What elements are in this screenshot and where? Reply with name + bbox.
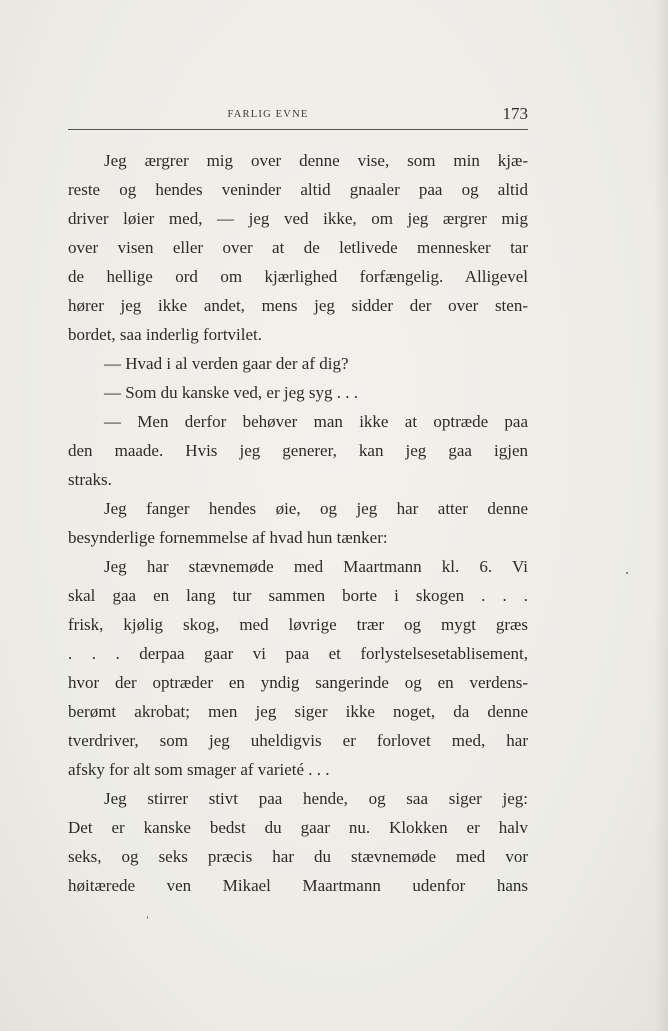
text-line: Det er kanske bedst du gaar nu. Klokken er halv bbox=[68, 818, 528, 837]
text-line: hører jeg ikke andet, mens jeg sidder der over sten- bbox=[68, 296, 528, 315]
body-text bbox=[68, 146, 528, 900]
text-line: frisk, kjølig skog, med løvrige trær og mygt græs bbox=[68, 615, 528, 634]
paper-speck bbox=[147, 916, 148, 919]
text-line: — Men derfor behøver man ikke at optræde paa bbox=[104, 412, 528, 431]
text-line: over visen eller over at de letlivede mennesker tar bbox=[68, 238, 528, 257]
running-title: FARLIG EVNE bbox=[227, 109, 309, 120]
text-line: straks. bbox=[68, 470, 112, 489]
text-line: bordet, saa inderlig fortvilet. bbox=[68, 325, 263, 344]
text-line: reste og hendes veninder altid gnaaler paa og altid bbox=[68, 180, 528, 199]
text-line: afsky for alt som smager af varieté . . . bbox=[68, 760, 330, 779]
text-line: driver løier med, — jeg ved ikke, om jeg ærgrer mig bbox=[68, 209, 528, 228]
text-line: . . . derpaa gaar vi paa et forlystelsesetablisement, bbox=[68, 644, 528, 663]
text-line: tverdriver, som jeg uheldigvis er forlovet med, har bbox=[68, 731, 528, 750]
page-number: 173 bbox=[502, 104, 528, 123]
text-line: Jeg fanger hendes øie, og jeg har atter denne bbox=[104, 499, 528, 518]
page-edge-shadow bbox=[654, 0, 668, 1031]
text-line: Jeg har stævnemøde med Maartmann kl. 6. Vi bbox=[104, 557, 528, 576]
text-line: — Hvad i al verden gaar der af dig? bbox=[104, 354, 349, 373]
text-line: den maade. Hvis jeg generer, kan jeg gaa igjen bbox=[68, 441, 528, 460]
text-line: høitærede ven Mikael Maartmann udenfor hans bbox=[68, 876, 528, 895]
text-line: — Som du kanske ved, er jeg syg . . . bbox=[104, 383, 359, 402]
running-head bbox=[68, 104, 528, 128]
text-line: hvor der optræder en yndig sangerinde og en verdens- bbox=[68, 673, 528, 692]
text-line: seks, og seks præcis har du stævnemøde med vor bbox=[68, 847, 528, 866]
text-line: skal gaa en lang tur sammen borte i skogen . . . bbox=[68, 586, 528, 605]
header-rule bbox=[68, 129, 528, 130]
text-line: besynderlige fornemmelse af hvad hun tænker: bbox=[68, 528, 388, 547]
paper-speck bbox=[626, 572, 628, 574]
text-line: Jeg stirrer stivt paa hende, og saa siger jeg: bbox=[104, 789, 528, 808]
text-line: berømt akrobat; men jeg siger ikke noget, da denne bbox=[68, 702, 528, 721]
text-line: Jeg ærgrer mig over denne vise, som min kjæ- bbox=[104, 151, 528, 170]
text-line: de hellige ord om kjærlighed forfængelig. Alligevel bbox=[68, 267, 528, 286]
